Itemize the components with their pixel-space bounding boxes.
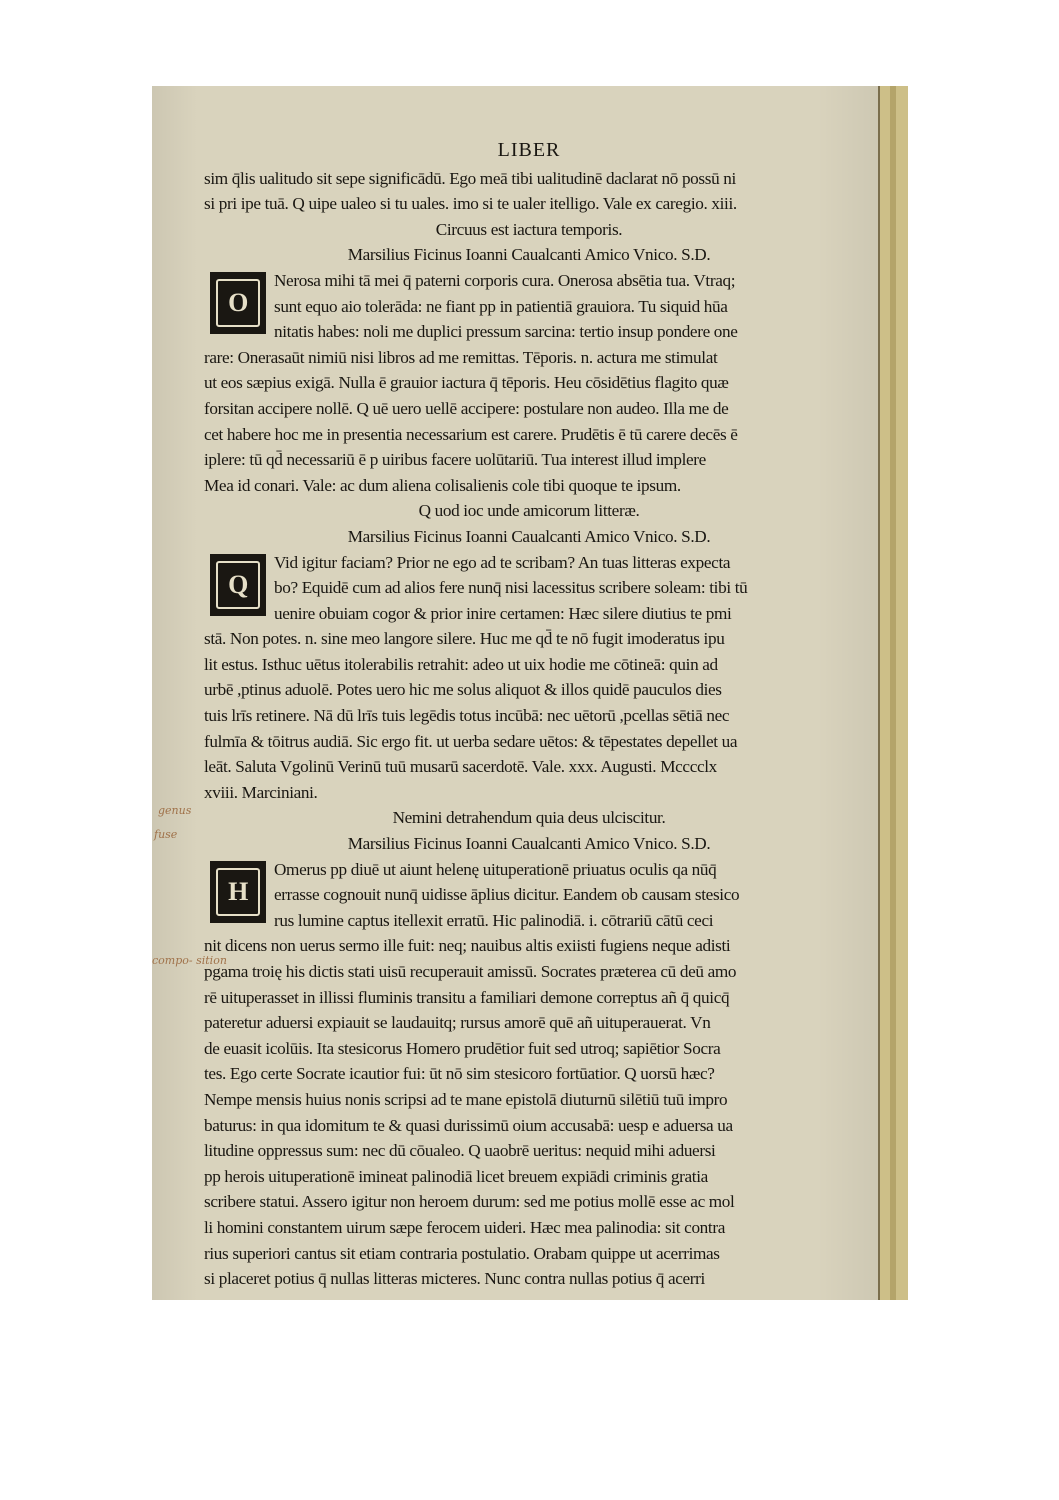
margin-note: fuse bbox=[154, 828, 178, 841]
paragraph bbox=[204, 166, 854, 217]
text-line: tes. Ego certe Socrate icautior fui: ūt nō sim stesicoro fortūatior. Q uorsū hæc? bbox=[204, 1064, 715, 1084]
text-line: pp herois uituperationē imineat palinodiā licet breuem expiādi criminis gratia bbox=[204, 1166, 708, 1186]
text-line: bo? Equidē cum ad alios fere nunq̄ nisi lacessitus scribere soleam: tibi tū bbox=[274, 578, 748, 598]
text-line: de euasit icolūis. Ita stesicorus Homero prudētior fuit sed utroq; sapiētior Socra bbox=[204, 1038, 721, 1058]
text-line: pateretur aduersi expiauit se laudauitq; rursus amorē quē añ uituperauerat. Vn bbox=[204, 1013, 711, 1033]
decorated-initial bbox=[210, 554, 266, 616]
text-line: uenire obuiam cogor & prior inire certamen: Hæc silere diutius te pmi bbox=[274, 603, 732, 623]
letter-body bbox=[204, 857, 854, 1292]
text-line: rare: Onerasaūt nimiū nisi libros ad me remittas. Tēporis. n. actura me stimulat bbox=[204, 347, 718, 367]
text-line: leāt. Saluta Vgolinū Verinū tuū musarū sacerdotē. Vale. xxx. Augusti. Mcccclx bbox=[204, 757, 717, 777]
text-line: Nempe mensis huius nonis scripsi ad te mane epistolā diuturnū silētiū tuū impro bbox=[204, 1089, 728, 1109]
text-line: cet habere hoc me in presentia necessarium est carere. Prudētis ē tū carere decēs ē bbox=[204, 424, 738, 444]
text-line: tuis lrīs retinere. Nā dū lrīs tuis legēdis totus incūbā: nec uētorū ,pcellas sētiā nec bbox=[204, 706, 730, 726]
book-gutter-edge bbox=[878, 86, 908, 1300]
text-line: rus lumine captus itellexit erratū. Hic palinodiā. i. cōtrariū cātū ceci bbox=[274, 910, 714, 930]
initial-letter: Q bbox=[216, 561, 260, 609]
text-line: nit dicens non uerus sermo ille fuit: neq; nauibus altis exiisti fugiens neque adisti bbox=[204, 936, 731, 956]
text-line: Omerus pp diuē ut aiunt helenę uituperationē priuatus oculis qa nūq̄ bbox=[274, 859, 717, 879]
text-line: xviii. Marciniani. bbox=[204, 782, 318, 802]
text-line: baturus: in qua idomitum te & quasi durissimū oium accusabā: uesp e aduersa ua bbox=[204, 1115, 733, 1135]
decorated-initial bbox=[210, 861, 266, 923]
running-head: LIBER bbox=[497, 139, 561, 161]
text-line: forsitan accipere nollē. Q uē uero uellē accipere: postulare non audeo. Illa me de bbox=[204, 398, 729, 418]
text-line: pgama troię his dictis stati uisū recuperauit amissū. Socrates præterea cū deū amo bbox=[204, 962, 737, 981]
letter-heading: Nemini detrahendum quia deus ulciscitur. bbox=[392, 808, 666, 828]
margin-note: genus bbox=[158, 804, 192, 817]
page-text bbox=[204, 138, 854, 1292]
margin-note: compo- sition bbox=[152, 954, 227, 967]
book-page-photo bbox=[152, 86, 908, 1300]
text-line: Nerosa mihi tā mei q̄ paterni corporis cura. Onerosa absētia tua. Vtraq; bbox=[274, 270, 736, 290]
text-line: iplere: tū qd̄ necessariū ē p uiribus facere uolūtariū. Tua interest illud implere bbox=[204, 450, 706, 470]
text-line: fulmīa & tōitrus audiā. Sic ergo fit. ut uerba sedare uētos: & tēpestates depellet ua bbox=[204, 731, 738, 751]
decorated-initial bbox=[210, 272, 266, 334]
text-line: si placeret potius q̄ nullas litteras micteres. Nunc contra nullas potius q̄ acerri bbox=[204, 1269, 705, 1289]
initial-letter: O bbox=[216, 279, 260, 327]
text-line: nitatis habes: noli me duplici pressum sarcina: tertio insup pondere one bbox=[274, 322, 738, 342]
text-line: sunt equo aio tolerāda: ne fiant pp in patientiā grauiora. Tu siquid hūa bbox=[274, 296, 728, 316]
initial-letter: H bbox=[216, 868, 260, 916]
text-line: rē uituperasset in illissi fluminis transitu a familiari demone correptus añ q̄ quicq̄ bbox=[204, 987, 730, 1007]
text-line: sim q̄lis ualitudo sit sepe significādū. Ego meā tibi ualitudinē daclarat nō possū ni bbox=[204, 168, 736, 188]
letter-heading: Circuus est iactura temporis. bbox=[435, 219, 623, 239]
text-line: litudine oppressus sum: nec dū cōualeo. Q uaobrē ueritus: nequid mihi aduersi bbox=[204, 1141, 716, 1161]
letter-salutation: Marsilius Ficinus Ioanni Caualcanti Amico Vnico. S.D. bbox=[347, 834, 711, 854]
text-line: rius superiori cantus sit etiam contraria postulatio. Orabam quippe ut acerrimas bbox=[204, 1243, 720, 1263]
text-line: stā. Non potes. n. sine meo langore silere. Huc me qd̄ te nō fugit imoderatus ipu bbox=[204, 629, 725, 649]
text-line: ut eos sæpius exigā. Nulla ē grauior iactura q̄ tēporis. Heu cōsidētius flagito quæ bbox=[204, 373, 729, 393]
letter-body bbox=[204, 268, 854, 498]
text-line: Mea id conari. Vale: ac dum aliena colisalienis cole tibi quoque te ipsum. bbox=[204, 475, 681, 495]
letter-body bbox=[204, 550, 854, 806]
letter-salutation: Marsilius Ficinus Ioanni Caualcanti Amico Vnico. S.D. bbox=[347, 245, 711, 265]
text-line: li homini constantem uirum sæpe ferocem uideri. Hæc mea palinodia: sit contra bbox=[204, 1217, 726, 1237]
text-line: si pri ipe tuā. Q uipe ualeo si tu uales. imo si te ualer itelligo. Vale ex caregio. xiii. bbox=[204, 194, 737, 214]
letter-heading: Q uod ioc unde amicorum litteræ. bbox=[418, 501, 640, 521]
text-line: Vid igitur faciam? Prior ne ego ad te scribam? An tuas litteras expecta bbox=[274, 552, 731, 572]
text-line: urbē ,ptinus aduolē. Potes uero hic me solus aliquot & illos quidē pauculos dies bbox=[204, 680, 722, 700]
text-line: lit estus. Isthuc uētus itolerabilis retrahit: adeo ut uix hodie me cōtineā: quin ad bbox=[204, 654, 718, 674]
text-line: scribere statui. Assero igitur non heroem durum: sed me potius mollē esse ac mol bbox=[204, 1192, 735, 1212]
letter-salutation: Marsilius Ficinus Ioanni Caualcanti Amico Vnico. S.D. bbox=[347, 526, 711, 546]
text-line: errasse cognouit nunq̄ uidisse āplius dicitur. Eandem ob causam stesico bbox=[274, 885, 740, 905]
